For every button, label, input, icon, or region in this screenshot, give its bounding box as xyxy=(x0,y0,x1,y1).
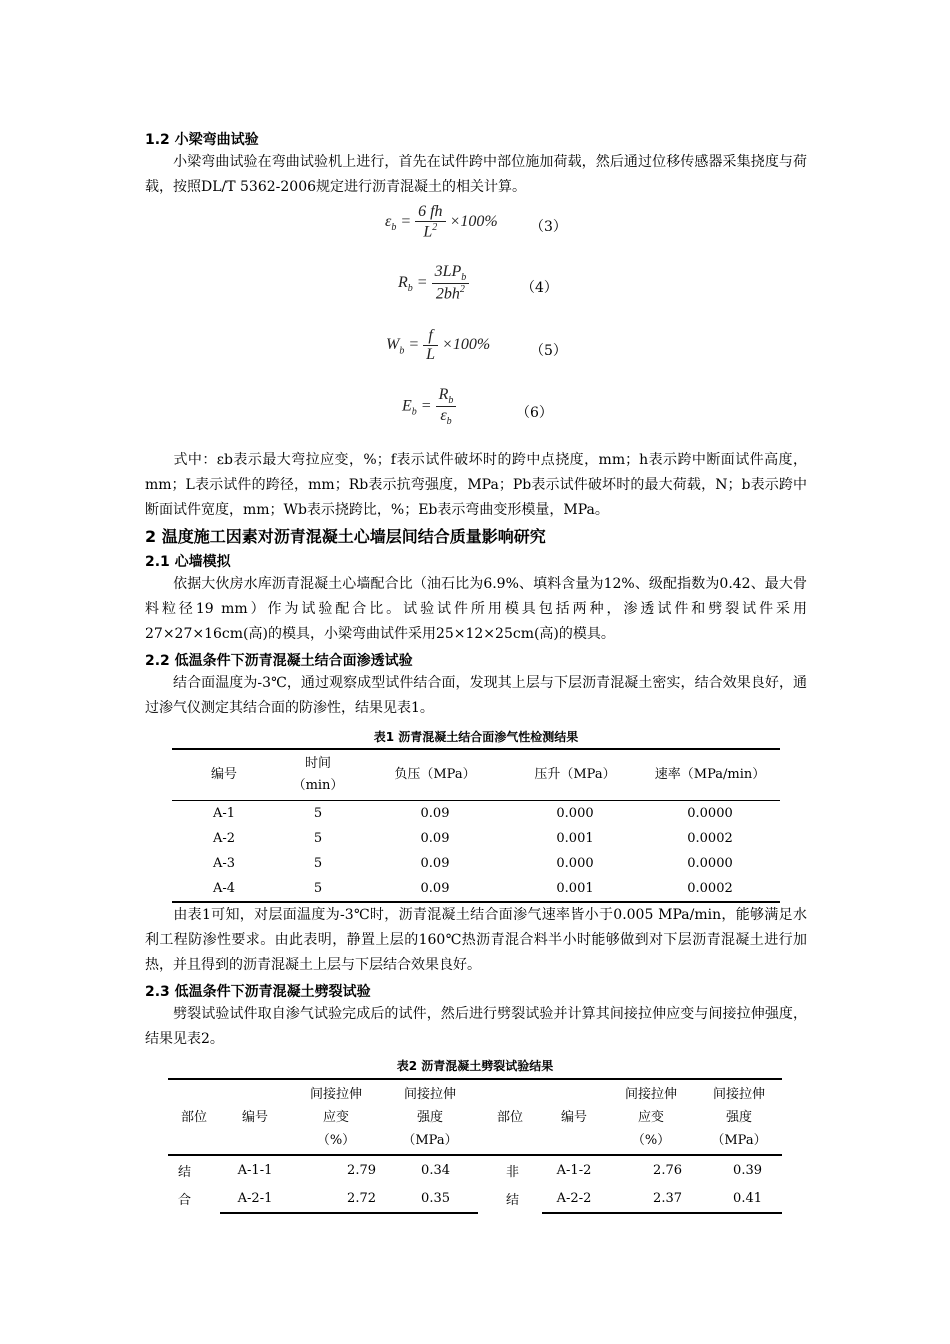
table-2-part-right-2: 结 xyxy=(506,1193,520,1208)
table-2-header-strain-right: 间接拉伸 应变 （%） xyxy=(606,1079,696,1155)
table-row: 合 A-2-1 2.72 0.35 结 A-2-2 2.37 0.41 xyxy=(168,1184,782,1213)
table-2 xyxy=(168,1078,782,1214)
section-2-3-paragraph: 劈裂试验试件取自渗气试验完成后的试件，然后进行劈裂试验并计算其间接拉伸应变与间接拉伸强度，结果见表2。 xyxy=(145,1006,807,1047)
table-1-header-rate: 速率（MPa/min） xyxy=(640,749,780,801)
section-2-1-paragraph: 依据大伙房水库沥青混凝土心墙配合比（油石比为6.9%、填料含量为12%、级配指数为0.42、最大骨料粒径19 mm）作为试验配合比。试验试件所用模具包括两种，渗透试件和劈裂试件采用27×27×16cm(高)的模具，小梁弯曲试件采用25×12×25cm(高)的模具。 xyxy=(145,576,807,642)
equation-3: $\varepsilon_b$ = $\frac{6 fh}{L^2}$ ×100% xyxy=(385,203,498,241)
section-2-1-heading: 2.1 心墙模拟 xyxy=(145,554,231,570)
after-table-1-paragraph: 由表1可知，对层面温度为-3℃时，沥青混凝土结合面渗气速率皆小于0.005 MPa/min，能够满足水利工程防渗性要求。由此表明，静置上层的160℃热沥青混合料半小时能够做到对下层沥青混凝土进行加热，并且得到的沥青混凝土上层与下层结合效果良好。 xyxy=(145,907,807,973)
table-1-header-id: 编号 xyxy=(172,749,276,801)
table-2-part-left-2: 合 xyxy=(178,1193,192,1208)
table-2-caption: 表2 沥青混凝土劈裂试验结果 xyxy=(396,1059,554,1073)
section-2-2-heading: 2.2 低温条件下沥青混凝土结合面渗透试验 xyxy=(145,653,413,669)
table-2-header-strength-right: 间接拉伸 强度 （MPa） xyxy=(696,1079,782,1155)
table-2-header-id-left: 编号 xyxy=(220,1079,290,1155)
section-1-2-paragraph: 小梁弯曲试验在弯曲试验机上进行，首先在试件跨中部位施加荷载，然后通过位移传感器采集挠度与荷载，按照DL/T 5362-2006规定进行沥青混凝土的相关计算。 xyxy=(145,154,807,195)
table-2-part-left-1: 结 xyxy=(178,1164,192,1180)
section-2-heading: 2 温度施工因素对沥青混凝土心墙层间结合质量影响研究 xyxy=(145,527,546,546)
table-row: A-3 5 0.09 0.000 0.0000 xyxy=(212,856,733,871)
table-2-header-strength-left: 间接拉伸 强度 （MPa） xyxy=(382,1079,478,1155)
equation-5-number: （5） xyxy=(530,343,567,359)
table-1-header-pressure: 负压（MPa） xyxy=(360,749,510,801)
equation-6-number: （6） xyxy=(516,405,553,421)
table-1-header-rise: 压升（MPa） xyxy=(510,749,640,801)
equation-3-number: （3） xyxy=(530,219,567,235)
table-row: A-4 5 0.09 0.001 0.0002 xyxy=(212,881,733,896)
section-2-3-heading: 2.3 低温条件下沥青混凝土劈裂试验 xyxy=(145,984,371,1000)
equation-6: $E_b$ = $\frac{R_b}{\varepsilon_b}$ xyxy=(402,386,456,427)
table-1 xyxy=(172,748,780,903)
equation-5: $W_b$ = $\frac{f}{L}$ ×100% xyxy=(386,327,491,363)
table-2-part-right-1: 非 xyxy=(506,1164,520,1180)
table-row: A-2 5 0.09 0.001 0.0002 xyxy=(212,831,733,846)
equation-4-number: （4） xyxy=(521,280,558,296)
table-2-header-part-left: 部位 xyxy=(168,1079,220,1155)
equation-4: $R_b$ = $\frac{3LP_b}{2bh^2}$ xyxy=(398,263,469,304)
table-2-header-part-right: 部位 xyxy=(478,1079,542,1155)
section-2-2-paragraph: 结合面温度为-3℃，通过观察成型试件结合面，发现其上层与下层沥青混凝土密实，结合效果良好，通过渗气仪测定其结合面的防渗性，结果见表1。 xyxy=(145,675,807,716)
table-2-header-id-right: 编号 xyxy=(542,1079,606,1155)
table-1-header-time: 时间 （min） xyxy=(276,749,360,801)
table-1-caption: 表1 沥青混凝土结合面渗气性检测结果 xyxy=(373,730,579,744)
table-2-header-strain-left: 间接拉伸 应变 （%） xyxy=(290,1079,382,1155)
where-paragraph: 式中：εb表示最大弯拉应变，%；f表示试件破坏时的跨中点挠度，mm；h表示跨中断面试件高度，mm；L表示试件的跨径，mm；Rb表示抗弯强度，MPa；Pb表示试件破坏时的最大荷载，N；b表示跨中断面试件宽度，mm；Wb表示挠跨比，%；Eb表示弯曲变形模量，MPa。 xyxy=(145,452,807,518)
table-row: A-1 5 0.09 0.000 0.0000 xyxy=(212,806,733,821)
section-1-2-heading: 1.2 小梁弯曲试验 xyxy=(145,132,259,148)
table-row: 结 A-1-1 2.79 0.34 非 A-1-2 2.76 0.39 xyxy=(168,1155,782,1184)
